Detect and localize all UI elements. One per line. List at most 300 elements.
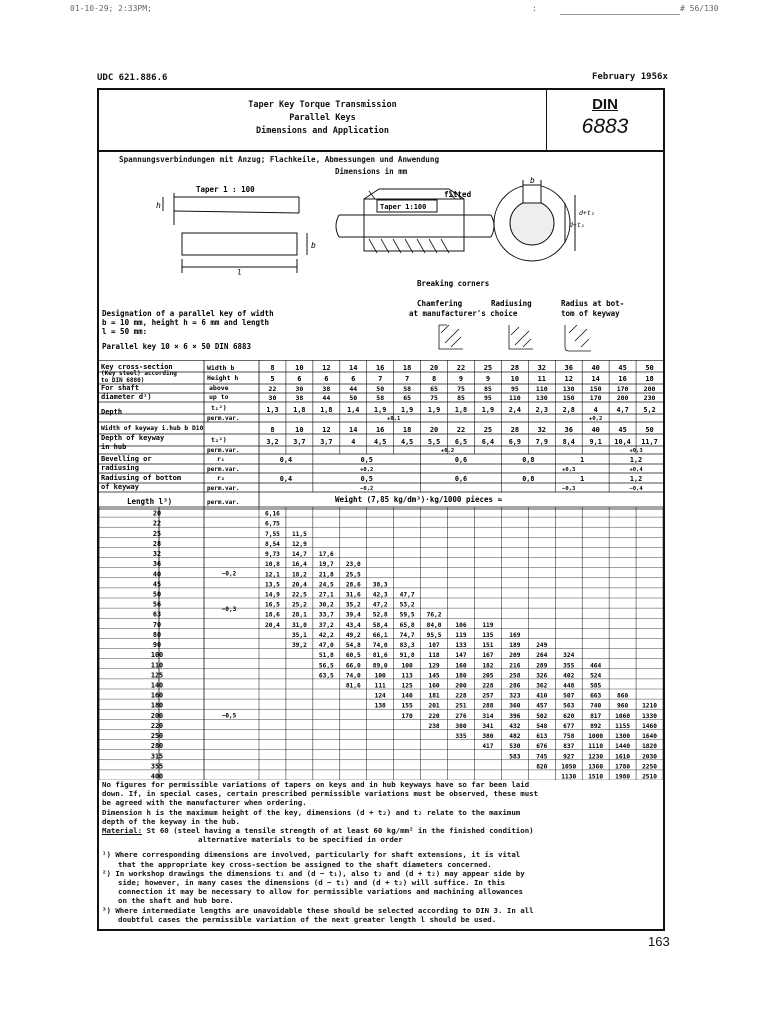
weight-value: 620 [563, 712, 575, 720]
weight-value: 820 [536, 763, 548, 771]
fax-timestamp: 01-10-29; 2:33PM; [70, 4, 152, 13]
height-value: 9 [485, 375, 491, 383]
weight-value: 205 [482, 672, 494, 680]
weight-value: 817 [590, 712, 602, 720]
shaft-above-value: 95 [510, 385, 519, 393]
weight-value: 35,1 [291, 631, 307, 639]
weight-value: 76,2 [426, 611, 442, 619]
label-key-steel: (Key steel) according [101, 370, 177, 377]
height-value: 11 [537, 375, 547, 383]
weight-value: 209 [509, 652, 521, 660]
length-value: 80 [152, 630, 162, 639]
weight-value: 892 [590, 722, 602, 730]
hub-width-value: 18 [402, 426, 412, 434]
hub-width-value: 40 [591, 426, 600, 434]
shaft-above-value: 30 [295, 385, 304, 393]
german-title: Spannungsverbindungen mit Anzug; Flachkeile, Abmessungen und Anwendung [119, 155, 440, 164]
r1-value: 0,4 [279, 456, 293, 464]
weight-value: 355 [563, 662, 575, 670]
weight-value: 2510 [642, 773, 657, 780]
title-block [99, 90, 547, 152]
shaft-upto-value: 200 [616, 394, 629, 402]
label-perm-var-3: perm.var. [207, 466, 240, 473]
weight-value: 201 [428, 702, 440, 710]
width-value: 12 [322, 364, 331, 372]
weight-value: 502 [536, 712, 548, 720]
weight-value: 17,6 [318, 551, 334, 559]
t2-value: 3,2 [266, 438, 279, 446]
radius-bottom-label: Radius at bot- [561, 299, 625, 308]
weight-value: 189 [509, 642, 521, 650]
label-shaft: For shaft [101, 384, 139, 392]
weight-value: 1060 [615, 712, 631, 720]
dim-l-label: l [237, 268, 242, 277]
label-hub-depth: Depth of keyway [101, 434, 165, 442]
weight-value: 160 [428, 682, 440, 690]
shaft-upto-value: 30 [268, 394, 277, 402]
footnote-3a: ³) Where intermediate lengths are unavoidable these should be selected according to DIN 3. In all [102, 905, 534, 915]
label-r1: r₁ [217, 455, 225, 463]
weight-value: 563 [563, 702, 575, 710]
dim-d-t2-label: d+t₂ [579, 209, 595, 217]
weight-value: 91,8 [399, 652, 415, 660]
t1-value: 2,8 [562, 406, 575, 414]
weight-value: 417 [482, 743, 494, 751]
height-value: 6 [297, 375, 302, 383]
r2-perm-var: −0,3 [562, 486, 576, 492]
note-line-5: depth of the keyway in the hub. [102, 816, 240, 826]
din-block [547, 90, 663, 152]
weight-value: 740 [590, 702, 602, 710]
length-value: 90 [152, 641, 162, 650]
weight-value: 1110 [588, 743, 604, 751]
weight-value: 249 [536, 642, 548, 650]
note-line-3: be agreed with the manufacturer when ordering. [102, 798, 307, 808]
width-value: 22 [456, 364, 466, 372]
t1-value: 1,9 [400, 406, 414, 414]
weight-value: 169 [509, 631, 521, 639]
length-value: 315 [150, 752, 164, 761]
weight-value: 52,8 [372, 611, 388, 619]
weight-value: 107 [428, 642, 440, 650]
length-value: 100 [150, 651, 164, 660]
t1-perm-var: +0,2 [589, 416, 603, 422]
designation-example: Parallel key 10 × 6 × 50 DIN 6883 [102, 342, 252, 351]
r2-value: 0,6 [454, 475, 468, 483]
shaft-above-value: 170 [616, 385, 629, 393]
shaft-upto-value: 38 [295, 394, 304, 402]
hub-width-value: 25 [483, 426, 493, 434]
weight-value: 58,4 [372, 621, 388, 629]
udc-code: UDC 621.886.6 [97, 73, 168, 83]
footnote-3b: doubtful cases the permissible variation of the next greater length l should be used. [118, 914, 497, 924]
hub-width-value: 22 [456, 426, 466, 434]
weight-value: 140 [401, 692, 413, 700]
length-value: 280 [150, 742, 164, 751]
width-value: 50 [645, 364, 654, 372]
weight-value: 1440 [615, 743, 631, 751]
shaft-above-value: 130 [562, 385, 575, 393]
weight-value: 145 [428, 672, 440, 680]
weight-value: 927 [563, 753, 575, 761]
t1-value: 1,4 [347, 406, 360, 414]
label-t1: t₁²) [211, 404, 227, 412]
weight-value: 314 [482, 712, 494, 720]
weight-value: 65,8 [399, 621, 415, 629]
weight-value: 18,2 [291, 571, 307, 579]
label-t2: t₂²) [211, 436, 227, 444]
length-value: 355 [150, 762, 164, 771]
key-drawings [99, 175, 663, 360]
width-value: 8 [270, 364, 275, 372]
footnote-1b: that the appropriate key cross-section be assigned to the shaft diameters concerned. [118, 859, 492, 869]
width-value: 25 [483, 364, 493, 372]
weight-value: 860 [617, 692, 629, 700]
weight-value: 30,2 [318, 601, 334, 609]
length-value: 56 [152, 600, 162, 609]
weight-value: 228 [482, 682, 494, 690]
weight-value: 524 [590, 672, 602, 680]
notes-block [102, 780, 658, 924]
weight-value: 28,1 [291, 611, 307, 619]
shaft-above-value: 150 [589, 385, 602, 393]
weight-value: 1610 [615, 753, 631, 761]
weight-value: 89,0 [372, 662, 388, 670]
shaft-upto-value: 58 [376, 394, 385, 402]
manufacturer-choice-label: at manufacturer's choice [409, 309, 518, 318]
note-line-1: No figures for permissible variations of tapers on keys and in hub keyways have so far been laid [102, 780, 530, 789]
shaft-upto-value: 85 [457, 394, 465, 402]
din-label: DIN [592, 96, 618, 113]
shaft-above-value: 75 [457, 385, 465, 393]
weight-value: 1640 [642, 733, 657, 741]
weight-value: 676 [536, 743, 548, 751]
assembly-taper-label: Taper 1:100 [380, 203, 427, 211]
weight-value: 167 [482, 652, 494, 660]
weight-value: 119 [455, 631, 467, 639]
length-value: 70 [152, 620, 162, 629]
height-value: 8 [431, 375, 437, 383]
t1-value: 1,3 [266, 406, 279, 414]
t2-value: 5,5 [427, 438, 441, 446]
length-value: 125 [150, 671, 164, 680]
weight-value: 47,7 [399, 591, 415, 599]
weight-value: 448 [563, 682, 575, 690]
weight-value: 100 [374, 672, 386, 680]
weight-value: 43,4 [345, 621, 361, 629]
t2-value: 6,9 [508, 438, 522, 446]
weight-value: 49,2 [345, 631, 361, 639]
weight-value: 125 [401, 682, 413, 690]
footnote-2a: ²) In workshop drawings the dimensions t₁ and (d − t₁), also t₂ and (d + t₂) may appear side by [102, 868, 525, 878]
weight-value: 133 [455, 642, 467, 650]
weight-value: 74,0 [372, 642, 388, 650]
weight-value: 220 [428, 712, 440, 720]
weight-value: 396 [509, 712, 521, 720]
length-value: 63 [152, 610, 162, 619]
weight-value: 1000 [588, 733, 604, 741]
length-value: 36 [152, 560, 162, 569]
weight-value: 251 [455, 702, 467, 710]
weight-value: 181 [428, 692, 440, 700]
shaft-cross-section [494, 180, 575, 261]
designation-line-1: Designation of a parallel key of width [102, 309, 274, 318]
weight-value: 25,2 [291, 601, 307, 609]
t2-value: 3,7 [320, 438, 333, 446]
standard-date: February 1956x [592, 72, 668, 82]
weight-value: 37,2 [318, 621, 334, 629]
t2-value: 4,5 [374, 438, 387, 446]
r2-perm-var: −0,2 [360, 486, 374, 492]
weight-value: 323 [509, 692, 521, 700]
shaft-above-value: 38 [322, 385, 331, 393]
weight-value: 42,3 [372, 591, 388, 599]
label-radiusing: radiusing [101, 464, 139, 472]
weight-value: 47,0 [318, 642, 334, 650]
weight-value: 24,5 [318, 581, 334, 589]
r1-value: 0,6 [454, 456, 468, 464]
weight-value: 1510 [588, 773, 604, 780]
r1-perm-var: +0,2 [360, 467, 374, 473]
weight-value: 200 [455, 682, 467, 690]
weight-value: 180 [455, 672, 467, 680]
height-value: 14 [591, 375, 600, 383]
material-text: St 60 (steel having a tensile strength of at least 60 kg/mm² in the finished condition) [142, 826, 534, 836]
weight-value: 35,2 [345, 601, 361, 609]
weight-value: 276 [455, 712, 467, 720]
label-height: Height h [207, 374, 239, 382]
hub-width-value: 50 [645, 426, 654, 434]
length-value: 250 [150, 732, 164, 741]
r2-value: 1,2 [629, 475, 643, 483]
t2-perm-var: +0,3 [629, 448, 643, 454]
weight-value: 300 [455, 722, 467, 730]
t1-value: 1,9 [427, 406, 441, 414]
weight-value: 1230 [588, 753, 604, 761]
r2-perm-var: −0,4 [629, 486, 643, 492]
weight-value: 18,6 [265, 611, 280, 619]
dim-b-label: b [311, 241, 316, 250]
footnote-2d: on the shaft and hub bore. [118, 896, 234, 906]
designation-line-3: l = 50 mm: [102, 327, 148, 336]
radius-bottom-label-2: tom of keyway [561, 309, 620, 318]
title-line-2: Parallel Keys [289, 113, 356, 123]
table-grid [99, 360, 663, 780]
length-tolerance: −0,2 [221, 570, 237, 578]
shaft-upto-value: 230 [643, 394, 656, 402]
length-value: 32 [152, 550, 162, 559]
weight-value: 583 [509, 753, 521, 761]
weight-value: 7,55 [265, 530, 280, 538]
height-value: 10 [510, 375, 520, 383]
shaft-upto-value: 95 [484, 394, 492, 402]
width-value: 18 [402, 364, 412, 372]
fax-rule [560, 14, 680, 15]
weight-value: 1210 [642, 702, 657, 710]
weight-value: 135 [482, 631, 494, 639]
weight-value: 25,5 [345, 571, 361, 579]
weight-value: 47,2 [372, 601, 388, 609]
breaking-corners-label: Breaking corners [417, 279, 490, 288]
shaft-upto-value: 130 [535, 394, 548, 402]
weight-value: 12,9 [291, 540, 307, 548]
weight-value: 362 [536, 682, 548, 690]
r2-value: 0,8 [522, 475, 535, 483]
label-hub-width: Width of keyway i.hub b D10 [101, 425, 204, 432]
shaft-upto-value: 75 [430, 394, 438, 402]
note-line-4: Dimension h is the maximum height of the key, dimensions (d + t₂) and t₂ relate to the maximum [102, 807, 521, 817]
weight-value: 324 [563, 652, 575, 660]
weight-value: 410 [536, 692, 548, 700]
weight-value: 228 [455, 692, 467, 700]
weight-value: 16,5 [265, 601, 280, 609]
shaft-above-value: 65 [430, 385, 438, 393]
weight-value: 257 [482, 692, 494, 700]
length-tolerance: −0,5 [221, 712, 237, 720]
weight-value: 1980 [615, 773, 631, 780]
t1-perm-var: +0,1 [387, 416, 401, 422]
t1-value: 4 [593, 406, 598, 414]
weight-value: 16,4 [291, 561, 307, 569]
weight-value: 1460 [642, 722, 657, 730]
weight-value: 286 [509, 682, 521, 690]
weight-value: 21,8 [318, 571, 334, 579]
weight-value: 464 [590, 662, 602, 670]
dim-d-t1-label: d−t₁ [569, 221, 585, 229]
weight-value: 402 [563, 672, 575, 680]
weight-value: 8,54 [265, 540, 280, 548]
hub-width-value: 16 [375, 426, 385, 434]
label-depth: Depth [101, 408, 123, 416]
weight-value: 31,0 [291, 621, 307, 629]
weight-value: 106 [455, 621, 467, 629]
weight-value: 160 [455, 662, 467, 670]
r1-value: 1,2 [629, 456, 643, 464]
length-value: 28 [152, 539, 162, 548]
length-value: 20 [152, 509, 162, 518]
weight-value: 119 [482, 621, 494, 629]
weight-value: 507 [563, 692, 575, 700]
weight-value: 1050 [561, 763, 577, 771]
weight-value: 677 [563, 722, 575, 730]
length-value: 45 [152, 580, 162, 589]
height-value: 6 [351, 375, 356, 383]
t1-value: 1,8 [454, 406, 468, 414]
weight-value: 22,5 [291, 591, 307, 599]
weight-value: 960 [617, 702, 629, 710]
label-rad-bottom: Radiusing of bottom [101, 474, 182, 482]
t2-value: 7,9 [535, 438, 548, 446]
weight-value: 113 [401, 672, 413, 680]
weight-value: 20,4 [291, 581, 307, 589]
weight-value: 1330 [642, 712, 657, 720]
width-value: 20 [429, 364, 439, 372]
weight-value: 59,5 [399, 611, 415, 619]
weight-value: 12,1 [265, 571, 280, 579]
shaft-above-value: 58 [403, 385, 412, 393]
weight-value: 23,0 [345, 561, 361, 569]
weight-value: 2250 [642, 763, 657, 771]
r2-value: 0,4 [279, 475, 293, 483]
r1-value: 0,5 [360, 456, 373, 464]
width-value: 10 [295, 364, 304, 372]
length-value: 50 [152, 590, 162, 599]
fax-mark: : [532, 4, 537, 13]
weight-value: 1360 [588, 763, 604, 771]
hub-width-value: 10 [295, 426, 304, 434]
weight-value: 837 [563, 743, 575, 751]
weight-value: 613 [536, 733, 548, 741]
t1-value: 5,2 [643, 406, 656, 414]
weight-value: 288 [482, 702, 494, 710]
hub-width-value: 45 [618, 426, 627, 434]
designation-line-2: b = 10 mm, height h = 6 mm and length [102, 318, 270, 327]
title-line-3: Dimensions and Application [255, 126, 390, 136]
r1-perm-var: +0,3 [562, 467, 576, 473]
taper-label: Taper 1 : 100 [196, 185, 255, 194]
weight-value: 129 [428, 662, 440, 670]
weight-value: 66,1 [372, 631, 388, 639]
weight-value: 758 [563, 733, 575, 741]
table-cells [151, 364, 658, 780]
weight-value: 10,8 [265, 561, 280, 569]
t2-value: 8,4 [562, 438, 575, 446]
note-line-2: down. If, in special cases, certain prescribed permissible variations must be observed, these must [102, 789, 539, 799]
weight-value: 170 [401, 712, 413, 720]
t2-value: 6,4 [481, 438, 495, 446]
label-r2: r₂ [217, 474, 225, 482]
label-up-to: up to [209, 393, 229, 401]
t2-value: 3,7 [293, 438, 306, 446]
weight-value: 6,75 [265, 520, 280, 528]
length-tolerance: −0,3 [221, 606, 237, 614]
length-value: 110 [150, 661, 164, 670]
hub-width-value: 32 [537, 426, 547, 434]
weight-value: 182 [482, 662, 494, 670]
t1-value: 1,8 [293, 406, 306, 414]
shaft-above-value: 22 [268, 385, 277, 393]
label-above: above [209, 384, 229, 392]
label-length: Length l³) [127, 497, 173, 506]
label-key-cross-section: Key cross-section [101, 363, 173, 371]
t2-value: 4 [351, 438, 356, 446]
fax-header [0, 0, 768, 20]
length-value: 140 [150, 681, 164, 690]
height-value: 16 [618, 375, 627, 383]
weight-value: 585 [590, 682, 602, 690]
weight-value: 42,2 [318, 631, 334, 639]
t2-value: 6,5 [454, 438, 468, 446]
weight-value: 258 [509, 672, 521, 680]
weight-value: 360 [509, 702, 521, 710]
weight-value: 118 [428, 652, 440, 660]
weight-value: 326 [536, 672, 548, 680]
weight-value: 335 [455, 733, 467, 741]
weight-value: 81,6 [372, 652, 388, 660]
dimensions-note: Dimensions in mm [335, 167, 408, 176]
shaft-upto-value: 110 [508, 394, 521, 402]
corner-details [439, 325, 591, 351]
r1-perm-var: +0,4 [629, 467, 643, 473]
weight-value: 111 [374, 682, 386, 690]
standard-sheet [97, 88, 665, 931]
length-value: 400 [150, 772, 164, 780]
height-value: 9 [458, 375, 464, 383]
height-value: 7 [378, 375, 383, 383]
weight-value: 28,6 [345, 581, 361, 589]
weight-value: 33,7 [318, 611, 334, 619]
weight-value: 1300 [615, 733, 631, 741]
